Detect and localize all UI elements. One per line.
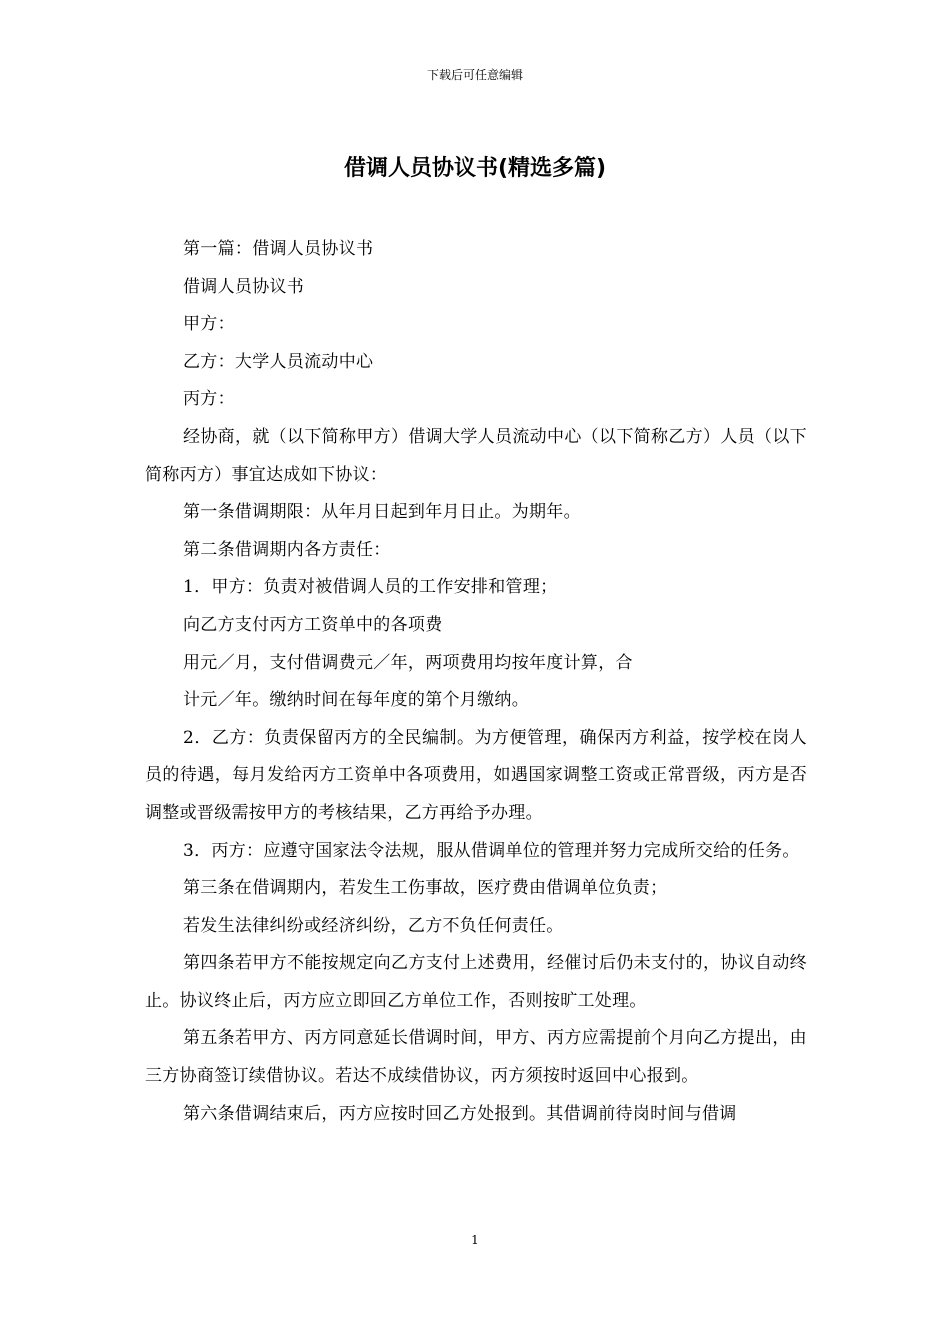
paragraph: 若发生法律纠纷或经济纠纷，乙方不负任何责任。 (183, 915, 564, 936)
paragraph: 甲方： (183, 314, 235, 335)
paragraph: 2．乙方：负责保留丙方的全民编制。为方便管理，确保丙方利益，按学校在岗人员的待遇，每月发给丙方工资单中各项费用，如遇国家调整工资或正常晋级，丙方是否调整或晋级需按甲方的考核结果，乙方再给予办理。 (145, 727, 807, 823)
paragraph: 乙方：大学人员流动中心 (183, 351, 374, 372)
paragraph: 第一篇：借调人员协议书 (183, 239, 374, 259)
paragraph: 第四条若甲方不能按规定向乙方支付上述费用，经催讨后仍未支付的，协议自动终止。协议终止后，丙方应立即回乙方单位工作，否则按旷工处理。 (145, 953, 807, 1011)
paragraph: 第五条若甲方、丙方同意延长借调时间，甲方、丙方应需提前个月向乙方提出，由三方协商签订续借协议。若达不成续借协议，丙方须按时返回中心报到。 (145, 1028, 807, 1087)
paragraph: 计元／年。缴纳时间在每年度的第个月缴纳。 (183, 690, 529, 711)
paragraph: 第三条在借调期内，若发生工伤事故，医疗费由借调单位负责； (183, 878, 668, 899)
paragraph: 丙方： (183, 389, 235, 410)
paragraph: 1．甲方：负责对被借调人员的工作安排和管理； (183, 577, 558, 598)
paragraph: 第一条借调期限：从年月日起到年月日止。为期年。 (183, 502, 581, 523)
paragraph: 3．丙方：应遵守国家法令法规，服从借调单位的管理并努力完成所交给的任务。 (183, 840, 800, 861)
header-note: 下载后可任意编辑 (426, 68, 523, 82)
paragraph: 借调人员协议书 (183, 276, 305, 297)
paragraph: 第二条借调期内各方责任： (183, 539, 391, 560)
paragraph: 用元／月，支付借调费元／年，两项费用均按年度计算，合 (183, 652, 633, 673)
document-title: 借调人员协议书(精选多篇) (343, 156, 607, 181)
document-body (145, 231, 807, 1133)
paragraph: 经协商，就（以下简称甲方）借调大学人员流动中心（以下简称乙方）人员（以下简称丙方）事宜达成如下协议： (145, 426, 807, 485)
paragraph: 第六条借调结束后，丙方应按时回乙方处报到。其借调前待岗时间与借调 (183, 1103, 737, 1124)
page-number: 1 (471, 1233, 479, 1247)
paragraph: 向乙方支付丙方工资单中的各项费 (183, 614, 443, 635)
